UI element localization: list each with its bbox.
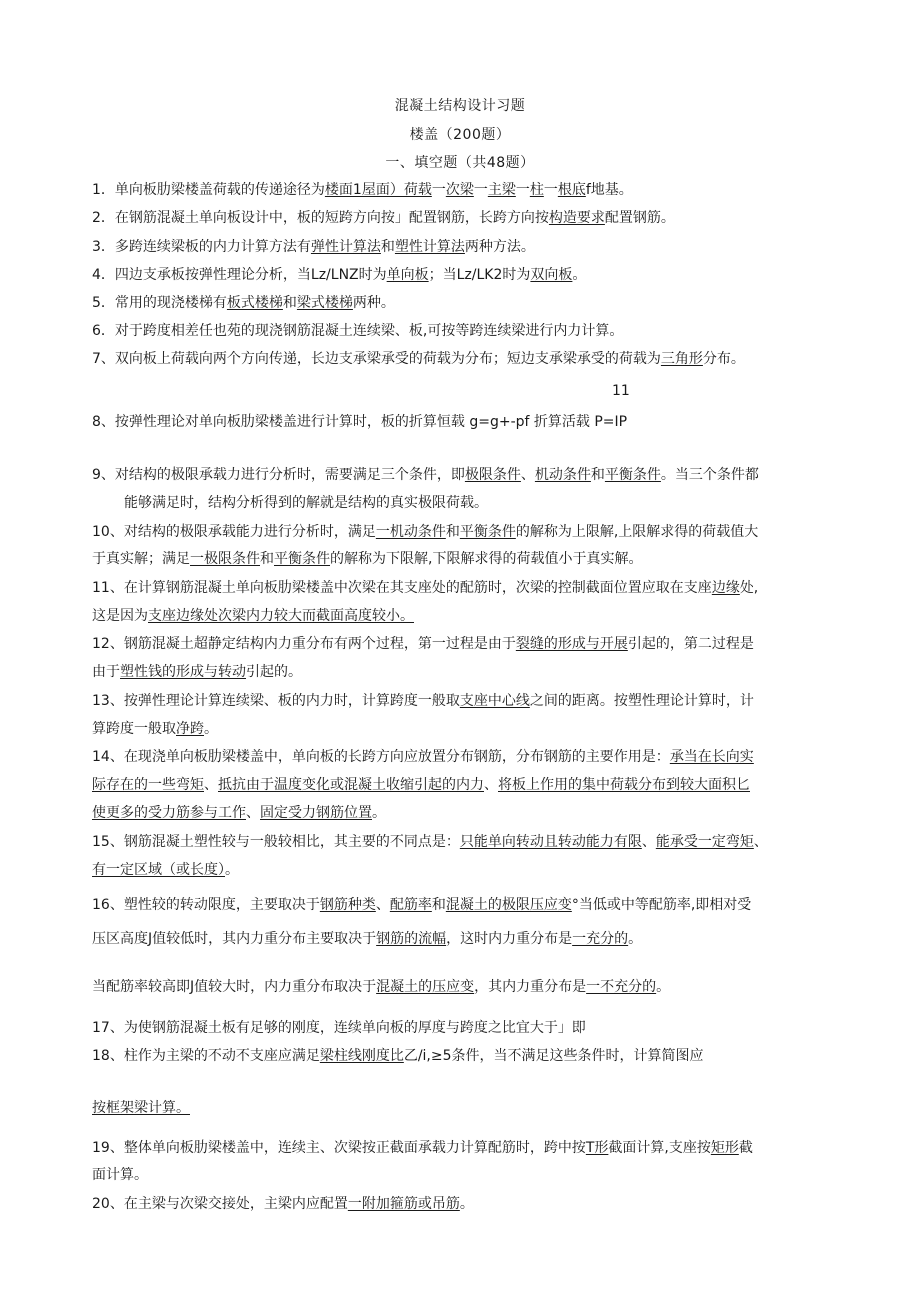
question-18-continued: 按框架梁计算。 (92, 1100, 190, 1116)
question-4: 4．四边支承板按弹性理论分析，当Lz/LNZ时为单向板；当Lz/LK2时为双向板。 (92, 267, 587, 283)
question-7: 7、双向板上荷载向两个方向传递，长边支承梁承受的荷载为分布；短边支承梁承受的荷载为三角形分布。 (92, 351, 745, 367)
question-3: 3．多跨连续梁板的内力计算方法有弹性计算法和塑性计算法两种方法。 (92, 239, 535, 255)
question-8: 8、按弹性理论对单向板肋梁楼盖进行计算时，板的折算恒载 g=g+-pf 折算活载 P=IP (92, 414, 628, 430)
question-10: 10、对结构的极限承载能力进行分析时，满足一机动条件和平衡条件的解称为上限解,上限解求得的荷载值大 (92, 524, 759, 540)
section-heading: 一、填空题（共48题） (385, 155, 535, 171)
question-13: 13、按弹性理论计算连续梁、板的内力时，计算跨度一般取支座中心线之间的距离。按塑性理论计算时，计 (92, 693, 754, 709)
question-11-continued: 这是因为支座边缘处次梁内力较大而截面高度较小。 (92, 608, 414, 624)
page-subtitle: 楼盖（200题） (409, 127, 511, 143)
question-14-line-3: 使更多的受力筋参与工作、固定受力钢筋位置。 (92, 805, 386, 821)
question-13-continued: 算跨度一般取净跨。 (92, 721, 218, 737)
fraction-numerator: 11 (612, 383, 630, 399)
question-14: 14、在现浇单向板肋梁楼盖中，单向板的长跨方向应放置分布钢筋，分布钢筋的主要作用是：承当在长向实 (92, 749, 754, 765)
question-20: 20、在主梁与次梁交接处，主梁内应配置一附加箍筋或吊筋。 (92, 1196, 474, 1212)
question-10-continued: 于真实解；满足一极限条件和平衡条件的解称为下限解,下限解求得的荷载值小于真实解。 (92, 551, 643, 567)
question-15-continued: 有一定区域（或长度）。 (92, 862, 239, 878)
page-title: 混凝土结构设计习题 (394, 98, 526, 114)
question-19-continued: 面计算。 (92, 1167, 148, 1183)
question-18: 18、柱作为主梁的不动不支座应满足梁柱线刚度比乙/i,≥5条件，当不满足这些条件时，计算简图应 (92, 1048, 704, 1064)
question-17: 17、为使钢筋混凝土板有足够的刚度，连续单向板的厚度与跨度之比宜大于」即 (92, 1020, 586, 1036)
paragraph-high-reinforcement: 当配筋率较高即J值较大时，内力重分布取决于混凝土的压应变，其内力重分布是一不充分的。 (92, 979, 671, 995)
question-12-continued: 由于塑性钱的形成与转动引起的。 (92, 664, 302, 680)
question-15: 15、钢筋混凝土塑性较与一般较相比，其主要的不同点是：只能单向转动且转动能力有限、能承受一定弯矩、 (92, 834, 768, 850)
question-9: 9、对结构的极限承载力进行分析时，需要满足三个条件，即极限条件、机动条件和平衡条件。当三个条件都 (92, 467, 759, 483)
question-11: 11、在计算钢筋混凝土单向板肋梁楼盖中次梁在其支座处的配筋时，次梁的控制截面位置应取在支座边缘处, (92, 580, 759, 596)
question-19: 19、整体单向板肋梁楼盖中，连续主、次梁按正截面承载力计算配筋时，跨中按T形截面计算,支座按矩形截 (92, 1140, 753, 1156)
question-2: 2．在钢筋混凝土单向板设计中，板的短跨方向按」配置钢筋，长跨方向按构造要求配置钢筋。 (92, 210, 675, 226)
question-9-continued: 能够满足时，结构分析得到的解就是结构的真实极限荷载。 (124, 495, 488, 511)
question-5: 5．常用的现浇楼梯有板式楼梯和梁式楼梯两种。 (92, 295, 395, 311)
question-16: 16、塑性较的转动限度，主要取决于钢筋种类、配筋率和混凝土的极限压应变°当低或中等配筋率,即相对受 (92, 897, 752, 913)
question-12: 12、钢筋混凝土超静定结构内力重分布有两个过程，第一过程是由于裂缝的形成与开展引起的，第二过程是 (92, 636, 754, 652)
question-14-line-2: 际存在的一些弯矩、抵抗由于温度变化或混凝土收缩引起的内力、将板上作用的集中荷载分布到较大面积匕 (92, 777, 750, 793)
question-1: 1．单向板肋梁楼盖荷载的传递途径为楼面1屋面）荷载一次梁一主梁一柱一根底f地基。 (92, 182, 633, 198)
question-6: 6．对于跨度相差任也苑的现浇钢筋混凝土连续梁、板,可按等跨连续梁进行内力计算。 (92, 323, 624, 339)
question-16-continued: 压区高度J值较低时，其内力重分布主要取决于钢筋的流幅，这时内力重分布是一充分的。 (92, 931, 643, 947)
